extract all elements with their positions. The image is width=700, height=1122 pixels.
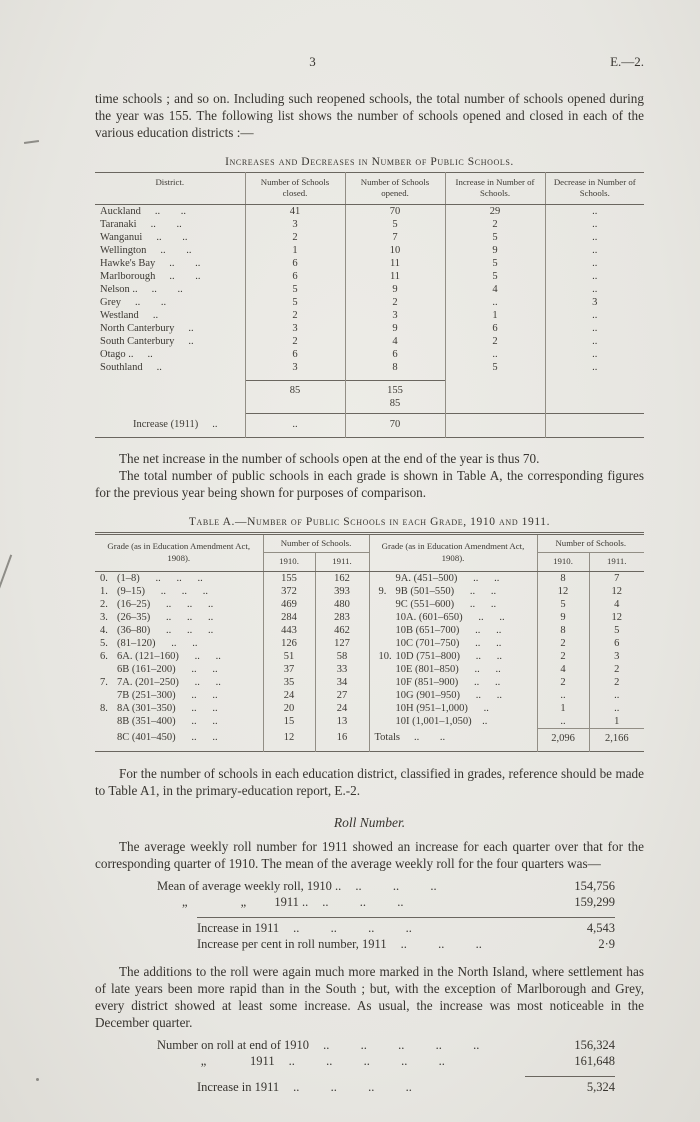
grade-cell-right: 10. 10D (751–800) .. .. [369, 650, 537, 663]
tableA-row [95, 715, 644, 729]
tableA-row [95, 598, 644, 611]
opened-cell: 3 [345, 309, 445, 322]
dot-leaders: .. .. [414, 732, 446, 744]
roll-paragraph-2: The additions to the roll were again much more marked in the North Island, where settlement has of late years been more rapid than in the South ; but, with the exception of Marlborough and Grey, every district showed at least some increase. As usual, the increase was most noticeable in the December quarter. [95, 963, 644, 1030]
grade-header-right: Grade (as in Education Amendment Act, 1908). [369, 533, 537, 571]
year-header-1910-left: 1910. [263, 553, 315, 571]
table-row [95, 296, 644, 309]
table-row [95, 283, 644, 296]
table-row [95, 270, 644, 283]
grand-total-1910: 2,096 [537, 728, 589, 751]
district-cell: Hawke's Bay .. .. [100, 257, 201, 269]
count-1911-left: 24 [315, 702, 369, 715]
count-1911-right: .. [589, 702, 644, 715]
year-header-1911-left: 1911. [315, 553, 369, 571]
opened-cell: 9 [345, 322, 445, 335]
increase-cell: 4 [445, 283, 545, 296]
district-cell: Otago .. .. [100, 348, 153, 360]
dot-leaders: .. .. .. .. [293, 920, 412, 935]
dot-leaders: .. .. .. [355, 878, 437, 893]
table-row [95, 204, 644, 218]
tableA-title: Table A.—Number of Public Schools in each Grade, 1910 and 1911. [188, 515, 551, 528]
grade-cell-left: 0. (1–8) .. .. .. [100, 572, 203, 584]
count-1911-left: 33 [315, 663, 369, 676]
increase-cell: 5 [445, 361, 545, 381]
schools-header-right: Number of Schools. [537, 533, 644, 552]
opened-cell: 9 [345, 283, 445, 296]
count-1910-left: 12 [263, 728, 315, 751]
dot-leaders: .. [156, 362, 162, 374]
tableA-row [95, 624, 644, 637]
table1-body [95, 204, 644, 380]
increase-cell: 5 [445, 231, 545, 244]
count-1910-right: 2 [537, 650, 589, 663]
dot-leaders: .. .. [160, 244, 192, 256]
dot-leaders: .. .. [151, 283, 183, 295]
stat-value: 156,324 [574, 1037, 615, 1052]
closed-cell: 2 [245, 231, 345, 244]
count-1910-right: 2 [537, 637, 589, 650]
opened-cell: 70 [345, 204, 445, 218]
increase-cell: 2 [445, 335, 545, 348]
district-cell: South Canterbury .. [100, 335, 194, 347]
increase-cell: 1 [445, 309, 545, 322]
column-header-district: District. [95, 173, 245, 205]
opened-cell: 10 [345, 244, 445, 257]
count-1911-right: 5 [589, 624, 644, 637]
district-cell: Nelson .. .. .. [100, 283, 183, 295]
decrease-cell: .. [545, 231, 644, 244]
dot-leaders: .. .. .. [400, 937, 482, 952]
closed-cell: 3 [245, 322, 345, 335]
district-cell: Grey .. .. [100, 296, 167, 308]
stat-line [197, 920, 615, 937]
stat-line [197, 936, 615, 953]
count-1910-right: 9 [537, 611, 589, 624]
tableA-row [95, 689, 644, 702]
count-1911-left: 34 [315, 676, 369, 689]
count-1910-right: 8 [537, 624, 589, 637]
count-1911-right: 3 [589, 650, 644, 663]
grade-cell-left: 4. (36–80) .. .. .. [100, 624, 214, 636]
opened-cell: 6 [345, 348, 445, 361]
closed-cell: 6 [245, 257, 345, 270]
stat-line [197, 1079, 615, 1096]
count-1911-right: 4 [589, 598, 644, 611]
district-cell: Taranaki .. .. [100, 218, 182, 230]
count-1910-left: 284 [263, 611, 315, 624]
grade-cell-right: 10H (951–1,000) .. [369, 702, 537, 715]
tableA-body [95, 571, 644, 728]
grand-total-1911: 2,166 [589, 728, 644, 751]
net-increase-paragraph: The net increase in the number of schools open at the end of the year is thus 70. [119, 450, 540, 466]
closed-cell: 3 [245, 361, 345, 381]
tableA-row [95, 637, 644, 650]
stat-value: 4,543 [586, 920, 615, 935]
decrease-cell: .. [545, 270, 644, 283]
dot-leaders: .. .. .. .. .. [288, 1054, 445, 1069]
tableA-row [95, 585, 644, 598]
total-closed: 85 [245, 380, 345, 397]
dot-leaders: .. [188, 335, 194, 347]
opened-subtrahend: 85 [345, 397, 445, 414]
roll-means-list [157, 878, 615, 911]
grade-cell-right: 10F (851–900) .. .. [369, 676, 537, 689]
dot-leaders: .. [212, 418, 218, 430]
count-1910-left: 469 [263, 598, 315, 611]
grade-cell-right: 10G (901–950) .. .. [369, 689, 537, 702]
count-1910-left: 443 [263, 624, 315, 637]
closed-cell: 1 [245, 244, 345, 257]
increase-cell: 6 [445, 322, 545, 335]
tableA-row [95, 571, 644, 585]
grade-cell-left: 6. 6A. (121–160) .. .. [100, 650, 221, 662]
document-reference: E.—2. [610, 54, 645, 69]
year-header-1910-right: 1910. [537, 553, 589, 571]
count-1911-left: 16 [315, 728, 369, 751]
closed-cell: 2 [245, 335, 345, 348]
grade-cell-right: 10E (801–850) .. .. [369, 663, 537, 676]
district-cell: Wellington .. .. [100, 244, 192, 256]
table-row [95, 231, 644, 244]
stat-value: 2·9 [598, 937, 615, 952]
increase-label-cell: Increase (1911) .. [133, 418, 218, 430]
closed-cell: 3 [245, 218, 345, 231]
column-header-decrease: Decrease in Number of Schools. [545, 173, 644, 205]
district-cell: Wanganui .. .. [100, 231, 188, 243]
count-1910-right: 4 [537, 663, 589, 676]
grade-cell-left: 1. (9–15) .. .. .. [100, 585, 208, 597]
grade-table [95, 532, 644, 752]
stat-line [157, 1037, 615, 1054]
roll-paragraph-1: The average weekly roll number for 1911 showed an increase for each quarter over that for the corresponding quarter of 1910. The mean of the average weekly roll for the four quarters was— [95, 838, 644, 871]
count-1911-right: 2 [589, 676, 644, 689]
district-cell: Westland .. [100, 309, 159, 321]
table-row [95, 348, 644, 361]
grade-cell-left: 6B (161–200) .. .. [117, 663, 218, 675]
stat-label: Mean of average weekly roll, 1910 .. [157, 878, 342, 893]
increase-cell: 9 [445, 244, 545, 257]
table1-totals [95, 380, 644, 437]
scan-artifact [24, 140, 39, 144]
dot-leaders: .. [188, 322, 194, 334]
count-1911-right: .. [589, 689, 644, 702]
table-row [95, 257, 644, 270]
column-header-closed: Number of Schools closed. [245, 173, 345, 205]
scan-artifact [0, 555, 12, 645]
grade-cell-left: 8B (351–400) .. .. [117, 715, 218, 727]
tableA-totals-row [95, 728, 644, 751]
grade-cell-left: 7. 7A. (201–250) .. .. [100, 676, 221, 688]
count-1910-left: 20 [263, 702, 315, 715]
count-1911-left: 127 [315, 637, 369, 650]
stat-label: Increase in 1911 [197, 1079, 280, 1094]
increase-cell: 2 [445, 218, 545, 231]
decrease-cell: .. [545, 204, 644, 218]
closed-cell: 6 [245, 348, 345, 361]
count-1910-left: 24 [263, 689, 315, 702]
decrease-cell: 3 [545, 296, 644, 309]
table1-header-row [95, 173, 644, 205]
count-1910-right: 12 [537, 585, 589, 598]
count-1910-left: 35 [263, 676, 315, 689]
decrease-cell: .. [545, 218, 644, 231]
decrease-cell: .. [545, 257, 644, 270]
count-1911-right: 1 [589, 715, 644, 729]
count-1910-right: 8 [537, 571, 589, 585]
count-1911-left: 480 [315, 598, 369, 611]
dot-leaders: .. .. .. .. .. [323, 1037, 480, 1052]
closed-cell: 2 [245, 309, 345, 322]
table-a-intro-paragraph: The total number of public schools in each grade is shown in Table A, the corresponding figures for the previous year being shown for purposes of comparison. [95, 467, 644, 500]
increase-cell: .. [445, 348, 545, 361]
count-1910-left: 155 [263, 571, 315, 585]
closed-cell: 6 [245, 270, 345, 283]
dot-leaders: .. .. [156, 231, 188, 243]
roll-numbers-list [157, 1037, 615, 1070]
count-1910-right: .. [537, 715, 589, 729]
increase-cell: .. [445, 296, 545, 309]
tableA-row [95, 663, 644, 676]
tableA-row [95, 676, 644, 689]
count-1910-left: 126 [263, 637, 315, 650]
table-row [95, 309, 644, 322]
stat-line [157, 894, 615, 911]
closed-cell: 41 [245, 204, 345, 218]
decrease-cell: .. [545, 361, 644, 381]
schools-change-table [95, 172, 644, 438]
dot-leaders: .. [147, 348, 153, 360]
page-number: 3 [309, 54, 316, 69]
grade-cell-left: 5. (81–120) .. .. [100, 637, 198, 649]
totals-row [95, 380, 644, 397]
dot-leaders: .. .. .. [322, 895, 404, 910]
count-1910-left: 372 [263, 585, 315, 598]
count-1910-left: 37 [263, 663, 315, 676]
count-1910-right: 5 [537, 598, 589, 611]
increase-opened-cell: 70 [345, 413, 445, 437]
totals-label-cell: Totals .. .. [369, 728, 537, 751]
dot-leaders: .. .. [169, 257, 201, 269]
count-1910-right: .. [537, 689, 589, 702]
increase-cell: 5 [445, 257, 545, 270]
grade-cell-right: 10I (1,001–1,050) .. [369, 715, 537, 729]
subtraction-rule [525, 1076, 615, 1077]
grade-cell-right: 9A. (451–500) .. .. [369, 571, 537, 585]
stat-value: 154,756 [574, 878, 615, 893]
intro-paragraph: time schools ; and so on. Including such reopened schools, the total number of schools opened during the year was 155. The following list shows the number of schools opened and closed in each of the various education districts :— [95, 91, 644, 140]
grade-cell-right: 10C (701–750) .. .. [369, 637, 537, 650]
tableA-row [95, 702, 644, 715]
grade-cell-left: 8C (401–450) .. .. [117, 732, 218, 744]
table-row [95, 361, 644, 381]
stat-value: 5,324 [586, 1079, 615, 1094]
grade-cell-left: 2. (16–25) .. .. .. [100, 598, 214, 610]
subtraction-row [95, 397, 644, 414]
decrease-cell: .. [545, 322, 644, 335]
page-header [95, 54, 644, 70]
net-increase-row [95, 413, 644, 437]
table-row [95, 335, 644, 348]
opened-cell: 11 [345, 257, 445, 270]
tableA-header-row1 [95, 533, 644, 552]
stat-label: „ „ 1911 .. [157, 895, 309, 910]
closed-cell: 5 [245, 283, 345, 296]
opened-cell: 4 [345, 335, 445, 348]
tableA-last-row-group [95, 728, 644, 751]
dot-leaders: .. [152, 309, 159, 321]
table-row [95, 244, 644, 257]
dot-leaders: .. .. [150, 218, 182, 230]
stat-label: Number on roll at end of 1910 [157, 1037, 310, 1052]
roll-increase-list-1 [197, 920, 615, 953]
stat-line [157, 878, 615, 895]
scan-artifact [36, 1078, 39, 1081]
stat-value: 161,648 [574, 1054, 615, 1069]
decrease-cell: .. [545, 283, 644, 296]
count-1911-right: 12 [589, 585, 644, 598]
opened-cell: 2 [345, 296, 445, 309]
roll-increase-list-2 [197, 1079, 615, 1096]
count-1910-right: 2 [537, 676, 589, 689]
count-1911-right: 6 [589, 637, 644, 650]
column-header-opened: Number of Schools opened. [345, 173, 445, 205]
count-1911-left: 13 [315, 715, 369, 729]
count-1911-right: 12 [589, 611, 644, 624]
table-row [95, 218, 644, 231]
total-opened: 155 [345, 380, 445, 397]
grade-header-left: Grade (as in Education Amendment Act, 1908). [95, 533, 263, 571]
stat-value: 159,299 [574, 895, 615, 910]
count-1911-left: 393 [315, 585, 369, 598]
increase-cell: 5 [445, 270, 545, 283]
opened-cell: 11 [345, 270, 445, 283]
count-1911-left: 462 [315, 624, 369, 637]
opened-cell: 5 [345, 218, 445, 231]
stat-label: Increase in 1911 [197, 920, 280, 935]
count-1911-left: 162 [315, 571, 369, 585]
count-1911-left: 58 [315, 650, 369, 663]
count-1910-left: 15 [263, 715, 315, 729]
count-1910-left: 51 [263, 650, 315, 663]
dot-leaders: .. .. .. .. [293, 1079, 412, 1094]
district-reference-paragraph: For the number of schools in each education district, classified in grades, reference should be made to Table A1, in the primary-education report, E.-2. [95, 765, 644, 798]
grade-cell-left: 3. (26–35) .. .. .. [100, 611, 214, 623]
dot-leaders: .. .. [169, 270, 201, 282]
decrease-cell: .. [545, 348, 644, 361]
count-1911-left: 27 [315, 689, 369, 702]
decrease-cell: .. [545, 309, 644, 322]
roll-number-heading: Roll Number. [333, 814, 406, 830]
district-cell: Southland .. [100, 362, 162, 374]
count-1911-right: 2 [589, 663, 644, 676]
opened-cell: 7 [345, 231, 445, 244]
grade-cell-right: 10B (651–700) .. .. [369, 624, 537, 637]
tableA-row [95, 650, 644, 663]
decrease-cell: .. [545, 244, 644, 257]
opened-cell: 8 [345, 361, 445, 381]
grade-cell-left: 8. 8A (301–350) .. .. [100, 702, 218, 714]
stat-label: „ 1911 [157, 1054, 275, 1069]
table-row [95, 322, 644, 335]
count-1911-right: 7 [589, 571, 644, 585]
year-header-1911-right: 1911. [589, 553, 644, 571]
schools-header-left: Number of Schools. [263, 533, 369, 552]
decrease-cell: .. [545, 335, 644, 348]
grade-cell-right: 9. 9B (501–550) .. .. [369, 585, 537, 598]
grade-cell-right: 9C (551–600) .. .. [369, 598, 537, 611]
tableA-row [95, 611, 644, 624]
dot-leaders: .. .. [154, 205, 186, 217]
count-1910-right: 1 [537, 702, 589, 715]
stat-label: Increase per cent in roll number, 1911 [197, 937, 387, 952]
dot-leaders: .. .. [135, 296, 167, 308]
grade-cell-left: 7B (251–300) .. .. [117, 689, 218, 701]
increase-cell: 29 [445, 204, 545, 218]
increase-closed-cell: .. [245, 413, 345, 437]
table1-title: Increases and Decreases in Number of Public Schools. [225, 156, 514, 168]
closed-cell: 5 [245, 296, 345, 309]
grade-cell-right: 10A. (601–650) .. .. [369, 611, 537, 624]
stat-line [157, 1053, 615, 1070]
subtraction-rule [197, 917, 615, 918]
column-header-increase: Increase in Number of Schools. [445, 173, 545, 205]
district-cell: Auckland .. .. [100, 205, 186, 217]
district-cell: Marlborough .. .. [100, 270, 201, 282]
district-cell: North Canterbury .. [100, 322, 194, 334]
count-1911-left: 283 [315, 611, 369, 624]
